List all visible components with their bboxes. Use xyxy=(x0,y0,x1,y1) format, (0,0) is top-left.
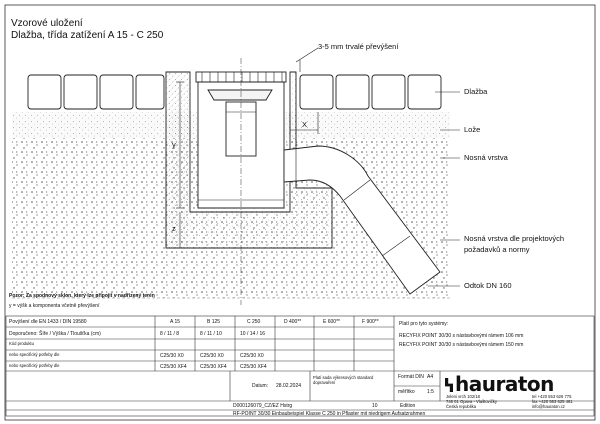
bed-callout: Lože xyxy=(464,125,481,134)
format-label: Formát DIN xyxy=(398,374,424,380)
dimension-x: X xyxy=(302,120,308,129)
row-4-label: nebo specifický potřeby dle xyxy=(9,363,60,368)
logo-text: hauraton xyxy=(455,372,554,396)
scale-label: měřítko xyxy=(398,389,415,395)
row-4-c250: C25/30 XF4 xyxy=(240,364,267,370)
note-2: y = výšk a komponenta včetně převýšení xyxy=(9,303,100,309)
company-tel: tel +420 553 626 775 xyxy=(532,394,572,399)
load-class-e600: E 600** xyxy=(323,319,340,325)
drawing-number: D000126079_CZ/EZ Hstrg xyxy=(233,403,293,409)
company-address-3: Česká republika xyxy=(446,404,477,409)
base-design-callout-2: požadavků a normy xyxy=(464,245,530,254)
company-address-1: Jeleni vrch 102/18 xyxy=(446,394,480,399)
load-class-c250: C 250 xyxy=(247,319,261,325)
date-value: 28.02.2024 xyxy=(276,383,302,389)
load-class-d400: D 400** xyxy=(284,319,302,325)
tolerance-callout: 3-5 mm trvalé převýšení xyxy=(318,42,399,51)
drawing-subtitle: Dlažba, třída zatížení A 15 - C 250 xyxy=(11,30,164,41)
note-1: Pozor: Za spodnový sklon, který lze připojit v nadřízený terén xyxy=(9,293,155,299)
row-1-label: Doporučeno: Šíře / Výška / Tloušťka (cm) xyxy=(9,331,101,337)
edition-label: Edition xyxy=(400,403,416,409)
company-email: info@hauraton.cz xyxy=(532,404,565,409)
row-3-label: nebo specifický potřeby dle xyxy=(9,352,60,357)
drawing-title: Vzorové uložení xyxy=(11,18,83,29)
row-1-b125: 8 / 11 / 10 xyxy=(200,331,222,337)
row-3-b125: C25/30 X0 xyxy=(200,353,224,359)
row-3-c250: C25/30 X0 xyxy=(240,353,264,359)
product-2: RECYFIX POINT 30/30 s nástavbovými rámem 150 mm xyxy=(399,342,524,348)
drawing-footer: RF-POINT 30/30 Einbaubeispiel Klasse C 250 in Pflaster mit niedrigem Aufsatzrahmen xyxy=(233,411,426,417)
company-address-2: 746 01 Opava - Vlaštovičky xyxy=(446,399,497,404)
load-class-b125: B 125 xyxy=(207,319,221,325)
row-2-label: Kód produktu xyxy=(9,341,34,346)
scale-value: 1:5 xyxy=(427,389,434,395)
outlet-callout: Odtok DN 160 xyxy=(464,281,512,290)
row-1-c250: 10 / 14 / 16 xyxy=(240,331,266,337)
products-header: Platí pro tyto systémy: xyxy=(399,321,449,327)
base-callout: Nosná vrstva xyxy=(464,153,508,162)
paving-callout: Dlažba xyxy=(464,87,488,96)
logo-mark-icon xyxy=(445,378,453,392)
load-class-a15: A 15 xyxy=(170,319,181,325)
load-class-f900: F 900** xyxy=(362,319,379,325)
company-fax: fax +420 553 625 461 xyxy=(532,399,573,404)
row-1-a15: 8 / 11 / 8 xyxy=(160,331,180,337)
row-4-b125: C25/30 XF4 xyxy=(200,364,227,370)
product-1: RECYFIX POINT 30/30 s nástavbovými rámem 106 mm xyxy=(399,333,524,339)
date-label: Datum: xyxy=(252,383,269,389)
hauraton-logo xyxy=(445,372,554,396)
format-value: A4 xyxy=(427,374,434,380)
dimension-z: z xyxy=(172,224,176,233)
row-4-a15: C25/30 XF4 xyxy=(160,364,187,370)
table-header-left: Povýšení dle EN 1433 / DIN 19580 xyxy=(9,319,87,325)
base-design-callout-1: Nosná vrstva dle projektových xyxy=(464,234,565,243)
page-number: 10 xyxy=(372,403,378,409)
dimension-y: y xyxy=(172,140,176,149)
plan-label: Platí sada výkresových standard dopravaření xyxy=(313,375,374,385)
row-3-a15: C25/30 X0 xyxy=(160,353,184,359)
